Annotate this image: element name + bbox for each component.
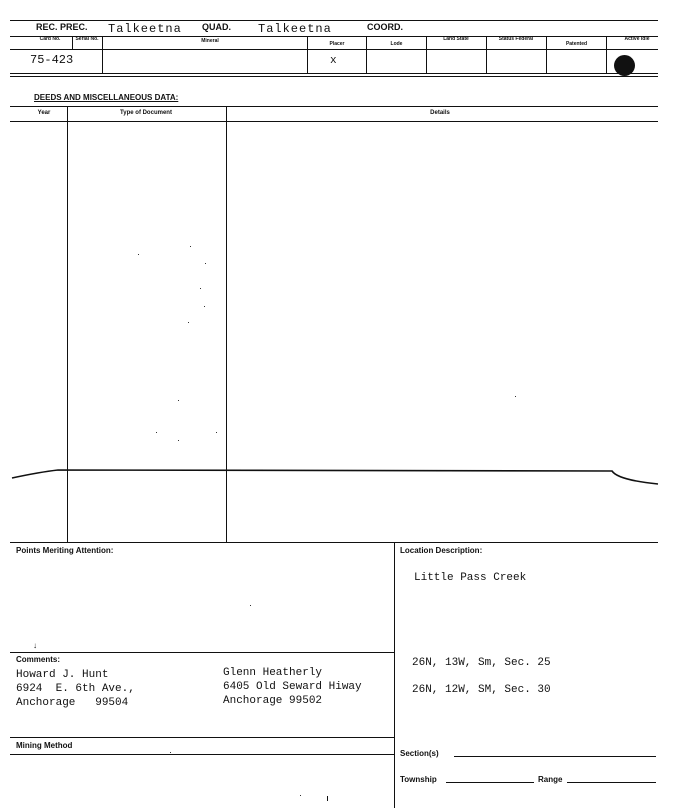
comments-rule [10, 652, 394, 653]
location-value: Little Pass Creek [414, 572, 527, 584]
mining-label: Mining Method [16, 741, 73, 750]
deeds-title: DEEDS AND MISCELLANEOUS DATA: [34, 93, 179, 102]
bottom-tick [327, 796, 328, 801]
comment-left-line-1: Howard J. Hunt [16, 669, 109, 681]
claim-col-divider [606, 36, 607, 73]
claim-col-divider [426, 36, 427, 73]
col-header-patented: Patented [565, 41, 588, 47]
speck [178, 440, 179, 441]
deeds-header-rule [10, 121, 658, 122]
speck [188, 322, 189, 323]
lower-top-rule [10, 542, 658, 543]
township-label: Township [400, 775, 437, 784]
deeds-top-rule [10, 106, 658, 107]
arrow-mark: ↓ [33, 641, 37, 650]
lower-center-divider [394, 542, 395, 808]
rec-prec-value: Talkeetna [108, 22, 182, 36]
quad-value: Talkeetna [258, 22, 332, 36]
comments-label: Comments: [16, 655, 61, 664]
comment-right-line-2: 6405 Old Seward Hiway [223, 681, 362, 693]
speck [205, 263, 206, 264]
col-header-land-state: Land State [443, 36, 469, 42]
col-header-active-idle: Active Idle [624, 36, 650, 42]
location-line-1: 26N, 13W, Sm, Sec. 25 [412, 657, 551, 669]
deeds-col-details: Details [430, 110, 450, 116]
active-idle-mark [614, 55, 635, 76]
col-header-card-no: Card No. [39, 36, 61, 42]
speck [250, 605, 251, 606]
col-header-mineral: Mineral [201, 38, 219, 44]
speck [156, 432, 157, 433]
speck [200, 288, 201, 289]
sections-fill-line [454, 756, 656, 757]
header-top-rule [10, 20, 658, 21]
col-header-status-federal: Status Federal [498, 36, 534, 42]
claim-col-divider [486, 36, 487, 73]
points-label: Points Meriting Attention: [16, 546, 114, 555]
placer-value: x [330, 55, 337, 67]
claim-table-header-rule [10, 49, 658, 50]
col-header-serial-no: Serial No. [75, 36, 99, 42]
speck [300, 795, 301, 796]
rec-prec-label: REC. PREC. [36, 22, 88, 32]
col-header-lode: Lode [390, 41, 403, 47]
deeds-col-type: Type of Document [120, 110, 172, 116]
comment-right-line-1: Glenn Heatherly [223, 667, 323, 679]
speck [204, 306, 205, 307]
comment-right-line-3: Anchorage 99502 [223, 695, 323, 707]
quad-label: QUAD. [202, 22, 231, 32]
township-fill-line [446, 782, 534, 783]
sections-label: Section(s) [400, 749, 439, 758]
page-edge-rule [0, 460, 678, 490]
speck [515, 396, 516, 397]
range-label: Range [538, 775, 563, 784]
col-header-placer: Placer [329, 41, 345, 47]
mining-top-rule [10, 737, 394, 738]
coord-label: COORD. [367, 22, 403, 32]
speck [216, 432, 217, 433]
comment-left-line-3: Anchorage 99504 [16, 697, 129, 709]
location-label: Location Description: [400, 546, 483, 555]
location-line-2: 26N, 12W, SM, Sec. 30 [412, 684, 551, 696]
speck [170, 752, 171, 753]
mining-bottom-rule [10, 754, 394, 755]
speck [178, 400, 179, 401]
claim-col-divider [102, 36, 103, 73]
range-fill-line [567, 782, 656, 783]
speck [190, 246, 191, 247]
claim-table-bottom [10, 73, 658, 74]
claim-table-top [10, 36, 658, 37]
card-no-value: 75-423 [30, 53, 74, 67]
speck [138, 254, 139, 255]
comment-left-line-2: 6924 E. 6th Ave., [16, 683, 135, 695]
claim-table-bottom-2 [10, 76, 658, 77]
deeds-col-year: Year [37, 110, 51, 116]
